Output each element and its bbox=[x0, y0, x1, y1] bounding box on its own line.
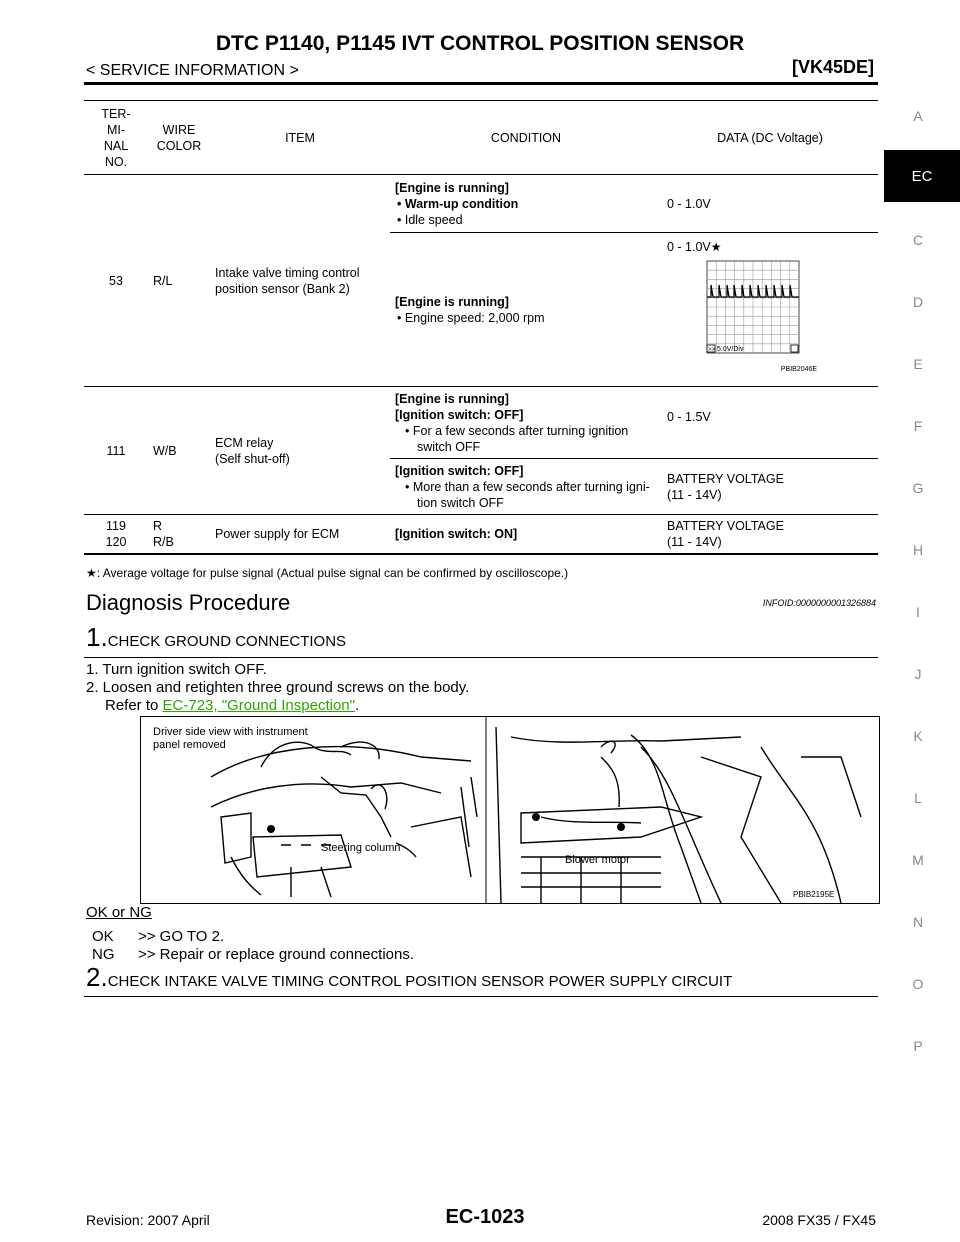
figure-label-steering: Steering column bbox=[321, 842, 401, 854]
figure-id: PBIB2195E bbox=[793, 890, 835, 899]
step-divider bbox=[84, 657, 878, 658]
condition-heading: [Ignition switch: OFF] bbox=[395, 407, 524, 422]
scope-figure-id: PBIB2046E bbox=[780, 366, 818, 373]
star-icon: ★ bbox=[86, 566, 97, 580]
cell-condition bbox=[390, 387, 662, 459]
cell-terminal: 53 bbox=[84, 175, 148, 387]
header-item: ITEM bbox=[210, 101, 390, 175]
cell-wire: R/L bbox=[148, 175, 210, 387]
step-2-heading bbox=[86, 962, 732, 993]
figure-label-blower: Blower motor bbox=[565, 854, 630, 866]
condition-bullet: • Idle speed bbox=[397, 212, 463, 227]
result-title: OK or NG bbox=[86, 904, 152, 921]
cell-item: ECM relay (Self shut-off) bbox=[210, 387, 390, 515]
cell-item: Power supply for ECM bbox=[210, 515, 390, 555]
cell-condition bbox=[390, 233, 662, 387]
step-title: CHECK INTAKE VALVE TIMING CONTROL POSITION SENSOR POWER SUPPLY CIRCUIT bbox=[107, 973, 733, 990]
ground-connection-figure bbox=[140, 716, 880, 904]
scope-scale-label: 5.0V/Div bbox=[717, 346, 744, 353]
condition-bullet: • For a few seconds after turning ignition switch OFF bbox=[405, 423, 629, 454]
cell-condition: [Ignition switch: ON] bbox=[390, 515, 662, 555]
tab-m[interactable]: M bbox=[912, 852, 924, 868]
cell-data: BATTERY VOLTAGE (11 - 14V) bbox=[662, 515, 878, 555]
condition-heading: [Engine is running] bbox=[395, 180, 509, 195]
tab-k[interactable]: K bbox=[913, 728, 923, 744]
cell-terminal: 119 120 bbox=[84, 515, 148, 555]
figure-label: Driver side view with instrument bbox=[153, 726, 308, 738]
tab-g[interactable]: G bbox=[912, 480, 924, 496]
condition-heading: [Engine is running] bbox=[395, 391, 509, 406]
cell-condition bbox=[390, 459, 662, 515]
cell-data: BATTERY VOLTAGE (11 - 14V) bbox=[662, 459, 878, 515]
tab-j[interactable]: J bbox=[914, 666, 922, 682]
figure-label: panel removed bbox=[153, 739, 226, 751]
footer-model: 2008 FX35 / FX45 bbox=[762, 1212, 876, 1228]
step-1-heading bbox=[86, 622, 346, 653]
tab-p[interactable]: P bbox=[913, 1038, 923, 1054]
condition-bullet: • More than a few seconds after turning igni- tion switch OFF bbox=[405, 479, 650, 510]
tab-a[interactable]: A bbox=[913, 108, 923, 124]
section-title: Diagnosis Procedure bbox=[86, 590, 291, 615]
ok-action: >> GO TO 2. bbox=[138, 928, 225, 945]
reference-link[interactable]: EC-723, "Ground Inspection" bbox=[162, 697, 355, 714]
tab-c[interactable]: C bbox=[912, 232, 924, 248]
cell-wire: W/B bbox=[148, 387, 210, 515]
cell-condition bbox=[390, 175, 662, 233]
ng-label: NG bbox=[92, 946, 115, 963]
ok-label: OK bbox=[92, 928, 114, 945]
condition-heading: [Ignition switch: OFF] bbox=[395, 463, 524, 478]
tab-e[interactable]: E bbox=[913, 356, 923, 372]
tab-i[interactable]: I bbox=[916, 604, 920, 620]
step-title: CHECK GROUND CONNECTIONS bbox=[107, 633, 347, 650]
table-header-row bbox=[84, 101, 878, 175]
reference-line: Refer to EC-723, "Ground Inspection". bbox=[105, 697, 360, 714]
header-condition: CONDITION bbox=[390, 101, 662, 175]
star-icon: ★ bbox=[710, 240, 722, 254]
info-id: INFOID:0000000001326884 bbox=[762, 598, 876, 608]
cell-data: 0 - 1.0V bbox=[662, 175, 878, 233]
terminal-table bbox=[84, 100, 878, 555]
ng-action: >> Repair or replace ground connections. bbox=[138, 946, 415, 963]
condition-heading: [Engine is running] bbox=[395, 294, 509, 309]
footnote: ★: Average voltage for pulse signal (Actual pulse signal can be confirmed by oscilloscope.) bbox=[86, 566, 569, 580]
tab-f[interactable]: F bbox=[913, 418, 923, 434]
step-divider bbox=[84, 996, 878, 997]
table-row bbox=[84, 387, 878, 459]
header-wire-color: WIRE COLOR bbox=[148, 101, 210, 175]
tab-d[interactable]: D bbox=[912, 294, 924, 310]
illustration bbox=[141, 717, 879, 903]
condition-bullet: • Warm-up condition bbox=[397, 196, 519, 211]
list-item: 1. Turn ignition switch OFF. bbox=[86, 661, 267, 678]
data-value: 0 - 1.0V★ bbox=[667, 240, 722, 254]
model-code: [VK45DE] bbox=[791, 57, 874, 77]
cell-data-waveform bbox=[662, 233, 878, 387]
tab-h[interactable]: H bbox=[912, 542, 924, 558]
cell-terminal: 111 bbox=[84, 387, 148, 515]
table-row bbox=[84, 175, 878, 233]
cell-data: 0 - 1.5V bbox=[662, 387, 878, 459]
oscilloscope-waveform bbox=[701, 257, 861, 379]
step-number: 1. bbox=[86, 622, 108, 652]
tab-ec-active[interactable]: EC bbox=[884, 150, 960, 202]
header-data: DATA (DC Voltage) bbox=[662, 101, 878, 175]
cell-item: Intake valve timing control position sensor (Bank 2) bbox=[210, 175, 390, 387]
header-divider bbox=[84, 82, 878, 85]
condition-bullet: • Engine speed: 2,000 rpm bbox=[397, 310, 545, 325]
footer-page-number: EC-1023 bbox=[445, 1206, 525, 1228]
breadcrumb[interactable]: < SERVICE INFORMATION > bbox=[86, 62, 299, 79]
tab-o[interactable]: O bbox=[912, 976, 924, 992]
footer-revision: Revision: 2007 April bbox=[86, 1212, 210, 1228]
step-number: 2. bbox=[86, 962, 108, 992]
list-item: 2. Loosen and retighten three ground screws on the body. bbox=[86, 679, 470, 696]
svg-text:>>: >> bbox=[708, 347, 716, 353]
header-terminal: TER- MI- NAL NO. bbox=[84, 101, 148, 175]
page-title: DTC P1140, P1145 IVT CONTROL POSITION SENSOR bbox=[215, 32, 745, 55]
tab-n[interactable]: N bbox=[912, 914, 924, 930]
section-tabs bbox=[880, 0, 960, 1242]
cell-wire: R R/B bbox=[148, 515, 210, 555]
table-row bbox=[84, 515, 878, 555]
tab-l[interactable]: L bbox=[914, 790, 922, 806]
